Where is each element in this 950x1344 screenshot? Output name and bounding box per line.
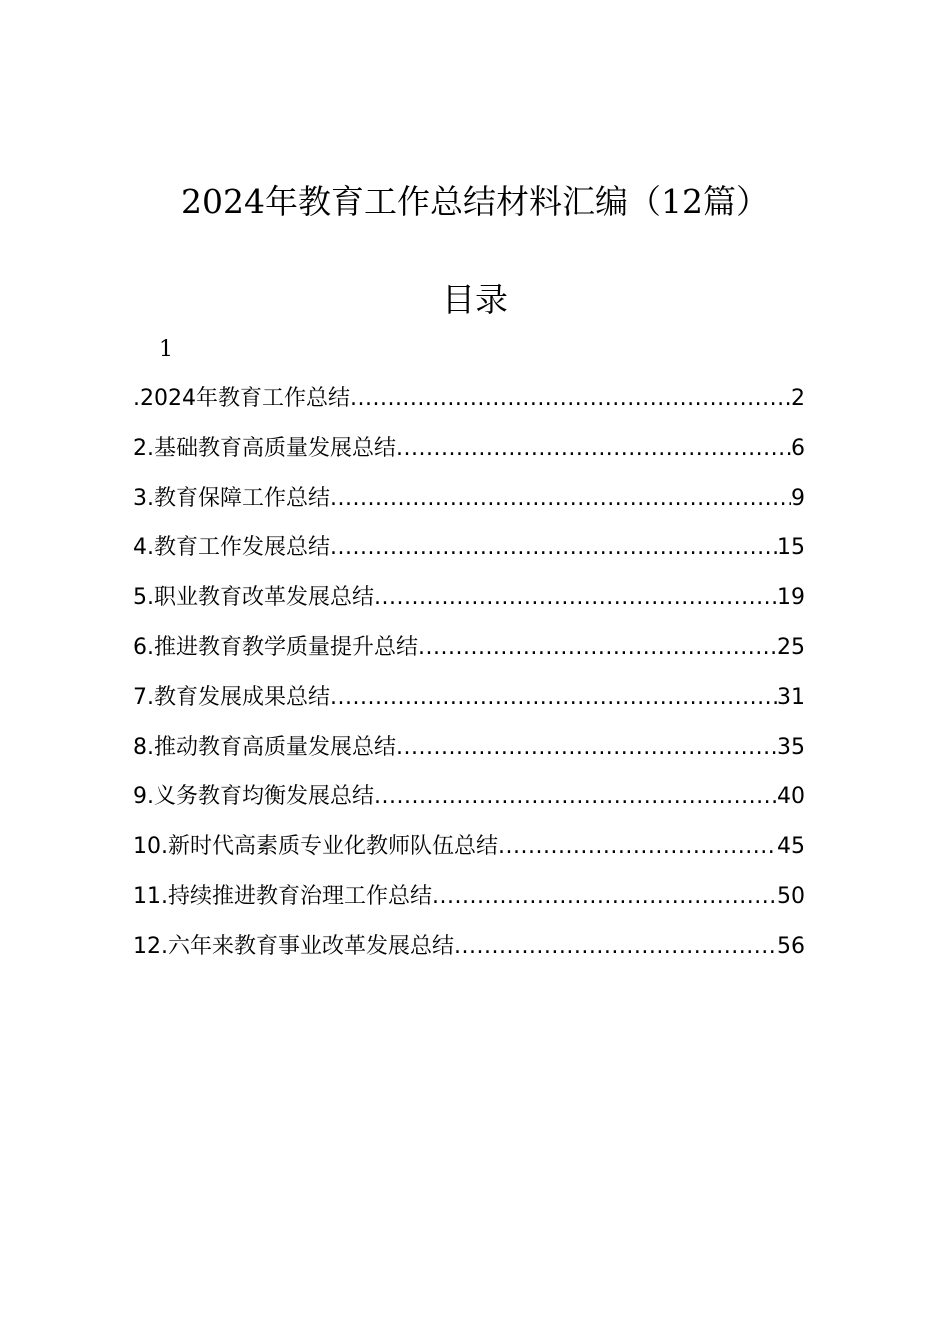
toc-item[interactable] — [133, 878, 805, 928]
toc-item-page: 9 — [791, 485, 805, 511]
toc-item[interactable] — [133, 679, 805, 729]
toc-heading: 目录 — [442, 280, 508, 319]
toc-item[interactable] — [133, 729, 805, 779]
toc-item-label: 4.教育工作发展总结 — [133, 535, 330, 561]
toc-leader-dots — [396, 729, 777, 767]
table-of-contents — [133, 380, 805, 978]
toc-leader-dots — [374, 579, 777, 617]
toc-item-page: 40 — [777, 784, 805, 810]
toc-item[interactable] — [133, 928, 805, 978]
toc-leader-dots — [330, 529, 777, 567]
toc-item[interactable] — [133, 579, 805, 629]
toc-item-label: 10.新时代高素质专业化教师队伍总结 — [133, 834, 498, 860]
toc-item-label: 8.推动教育高质量发展总结 — [133, 734, 396, 760]
toc-item-label: 7.教育发展成果总结 — [133, 684, 330, 710]
toc-item[interactable] — [133, 778, 805, 828]
toc-item-label: 5.职业教育改革发展总结 — [133, 585, 374, 611]
toc-item-label: 11.持续推进教育治理工作总结 — [133, 883, 432, 909]
toc-item-page: 50 — [777, 883, 805, 909]
document-title: 2024年教育工作总结材料汇编（12篇） — [181, 182, 769, 221]
toc-item-page: 35 — [777, 734, 805, 760]
toc-item-label: 6.推进教育教学质量提升总结 — [133, 634, 418, 660]
toc-item[interactable] — [133, 480, 805, 530]
toc-item-page: 31 — [777, 684, 805, 710]
toc-item-label: 9.义务教育均衡发展总结 — [133, 784, 374, 810]
toc-leader-dots — [396, 430, 791, 468]
toc-item[interactable] — [133, 380, 805, 430]
toc-leader-dots — [330, 679, 777, 717]
toc-leader-dots — [330, 480, 791, 518]
toc-leader-dots — [418, 629, 777, 667]
toc-item[interactable] — [133, 430, 805, 480]
toc-item-page: 25 — [777, 634, 805, 660]
toc-item[interactable] — [133, 629, 805, 679]
toc-item-page: 56 — [777, 933, 805, 959]
toc-leader-dots — [350, 380, 791, 418]
toc-item-page: 6 — [791, 435, 805, 461]
toc-leader-dots — [498, 828, 777, 866]
toc-item-page: 2 — [791, 386, 805, 411]
toc-leader-dots — [454, 928, 777, 966]
toc-item-label: 12.六年来教育事业改革发展总结 — [133, 933, 454, 959]
toc-item-label: .2024年教育工作总结 — [133, 386, 350, 411]
toc-item[interactable] — [133, 529, 805, 579]
toc-item-label: 3.教育保障工作总结 — [133, 485, 330, 511]
stray-number: 1 — [159, 337, 173, 362]
toc-item-page: 15 — [777, 535, 805, 561]
toc-leader-dots — [374, 778, 777, 816]
toc-item-label: 2.基础教育高质量发展总结 — [133, 435, 396, 461]
toc-item-page: 45 — [777, 834, 805, 860]
toc-item[interactable] — [133, 828, 805, 878]
toc-leader-dots — [432, 878, 777, 916]
toc-item-page: 19 — [777, 585, 805, 611]
